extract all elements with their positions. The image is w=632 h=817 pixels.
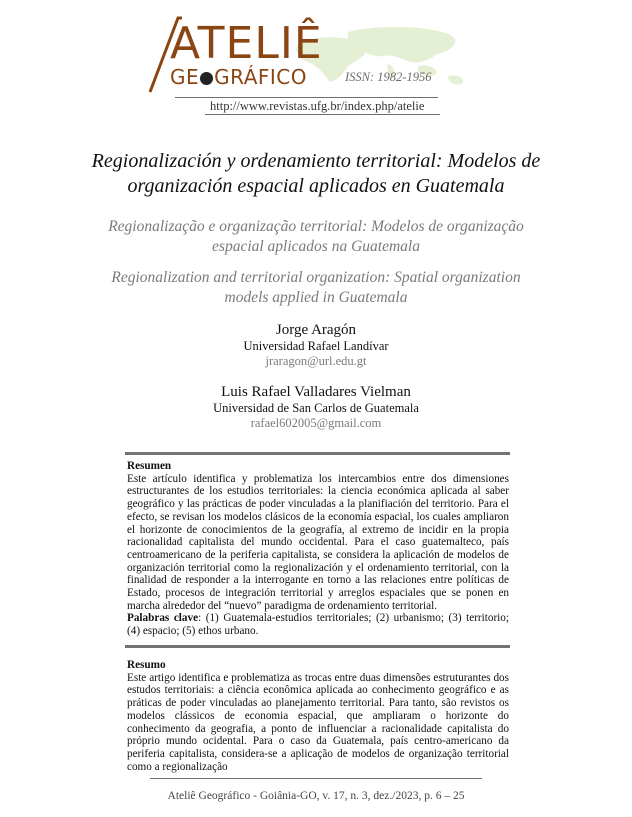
abstract-text: Este artículo identifica y problematiza los intercambios entre dos dimensiones estructurantes de los estudios territoriales: la ciencia económica aplicada al saber geográfico y las prácticas de poder vinculadas a la planifiación del territorio. Para el efecto, se revisan los modelos clásicos de la economía espacial, los cuales ampliaron el horizonte de conocimientos de la geografía, al extremo de incidir en la propia racionalidad capitalista del mundo occidental. Para el caso guatemalteco, país centroamericano de la periferia capitalista, se considera la aplicación de modelos de organización territorial como la regionalización y el ordenamiento territorial, con la finalidad de responder a la interrogante en torno a las relaciones entre políticas de Estado, procesos de integración territorial y arreglos espaciales que se ponen en marcha alrededor del “nuevo” paradigma de ordenamiento territorial. <box>127 472 509 612</box>
abstract-text: Este artigo identifica e problematiza as trocas entre duas dimensões estruturantes dos estudos territoriais: a ciência econômica aplicada ao conhecimento geográfico e as práticas de poder vinculadas ao planejamento territorial. Para tanto, são revistos os modelos clássicos de economia espacial, que ampliaram o horizonte do conhecimento da geografia, a ponto de influenciar a racionalidade capitalista do próprio mundo ocidental. Para o caso da Guatemala, país centro-americano da periferia capitalista, considera-se a aplicação de modelos de organização territorial como a regionalização <box>127 671 509 773</box>
abstract-divider <box>125 645 510 648</box>
journal-url-link[interactable]: http://www.revistas.ufg.br/index.php/atelie <box>210 99 425 113</box>
keywords-list: : (1) Guatemala-estudios territoriales; (2) urbanismo; (3) territorio; (4) espacio; (5) ethos urbano. <box>127 612 509 638</box>
abstract-heading: Resumo <box>127 659 166 671</box>
issn: ISSN: 1982-1956 <box>345 70 432 84</box>
author-institution: Universidad Rafael Landívar <box>243 339 389 353</box>
logo-subtitle-part2: GRÁFICO <box>214 65 308 89</box>
keywords-label: Palabras clave <box>127 612 199 625</box>
abstract-spanish <box>127 460 509 638</box>
logo-subtitle <box>170 66 307 88</box>
footer-citation: Ateliê Geográfico - Goiânia-GO, v. 17, n. 3, dez./2023, p. 6 – 25 <box>167 790 465 802</box>
article-title-portuguese: Regionalização e organização territorial: Modelos de organização espacial aplicados na Guatemala <box>108 218 524 255</box>
abstract-divider <box>125 452 510 455</box>
logo-title: ATELIÊ <box>170 18 323 69</box>
header-divider <box>175 97 438 98</box>
author-email[interactable]: jraragon@url.edu.gt <box>265 354 367 368</box>
author-name: Jorge Aragón <box>275 322 357 338</box>
url-divider <box>205 114 440 115</box>
article-title-english: Regionalization and territorial organization: Spatial organization models applied in Guatemala <box>111 269 521 306</box>
abstract-heading: Resumen <box>127 460 172 472</box>
article-title: Regionalización y ordenamiento territorial: Modelos de organización espacial aplicados en Guatemala <box>91 150 541 197</box>
globe-dot-icon <box>200 72 213 85</box>
abstract-portuguese <box>127 659 509 773</box>
author-institution: Universidad de San Carlos de Guatemala <box>213 401 419 415</box>
footer-divider <box>150 778 482 779</box>
logo-subtitle-part1: GE <box>170 65 200 89</box>
author-name: Luis Rafael Valladares Vielman <box>221 384 411 400</box>
author-block <box>100 384 532 431</box>
author-email[interactable]: rafael602005@gmail.com <box>250 416 382 430</box>
author-block <box>100 322 532 369</box>
